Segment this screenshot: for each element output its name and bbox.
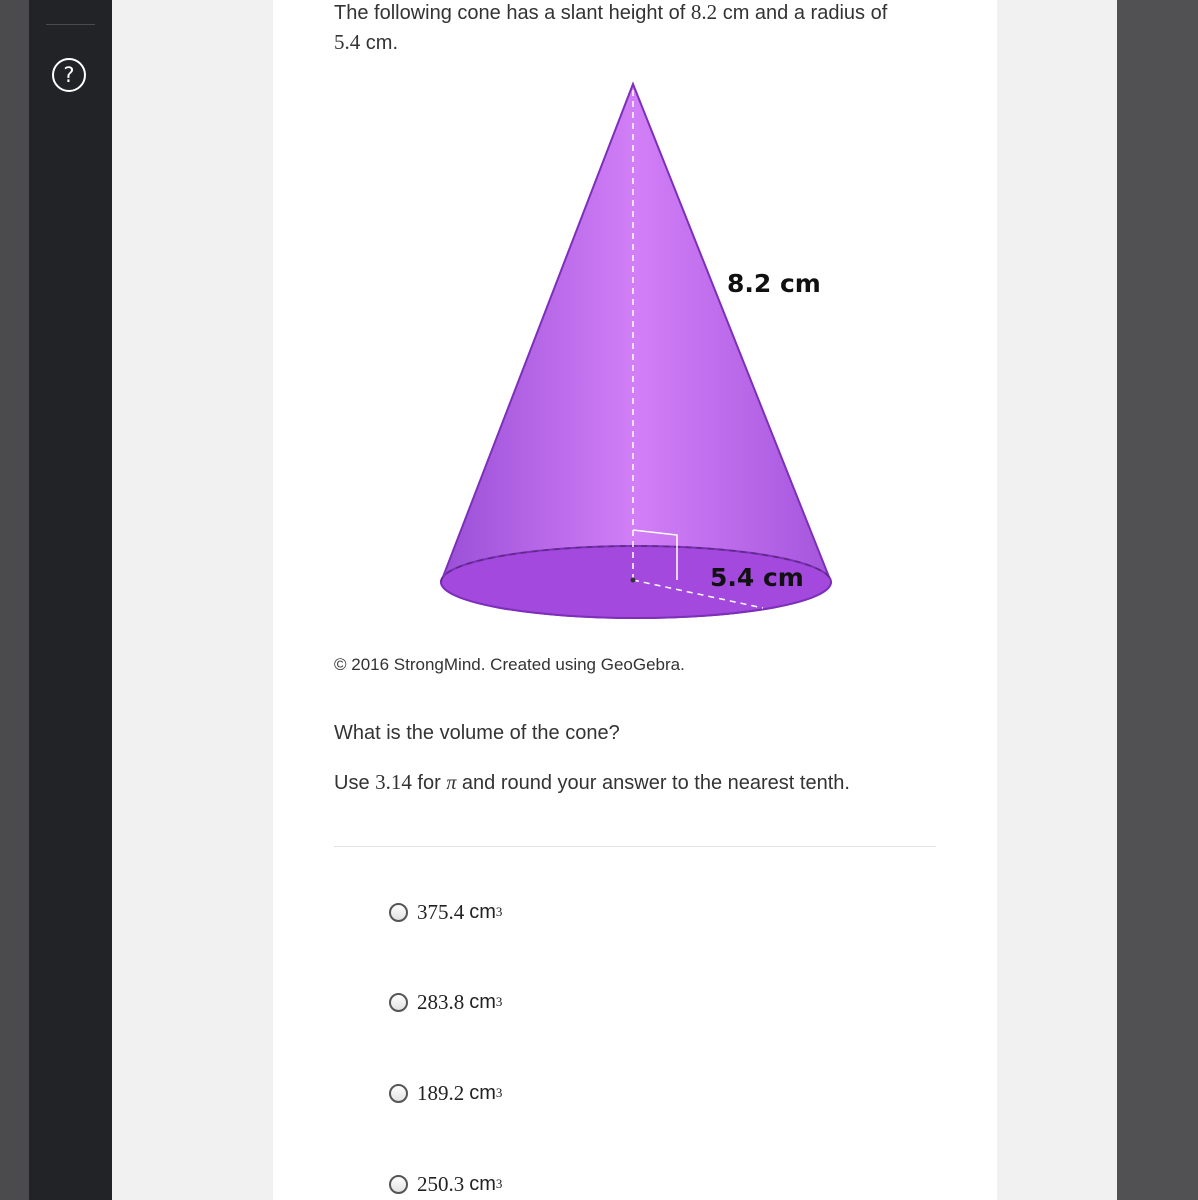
answer-option-a[interactable] xyxy=(389,897,502,927)
window-edge-left xyxy=(0,0,29,1200)
answer-value: 283.8 xyxy=(417,989,465,1014)
pi-symbol: π xyxy=(446,772,457,794)
radius-label: 5.4 cm xyxy=(710,563,804,592)
answer-value: 189.2 xyxy=(417,1080,465,1105)
radio-button[interactable] xyxy=(389,993,408,1012)
question-text xyxy=(334,0,934,58)
question-prompt: What is the volume of the cone? xyxy=(334,722,620,744)
answer-unit: cm xyxy=(469,900,496,923)
answer-unit: cm xyxy=(469,1081,496,1104)
slant-height-value: 8.2 xyxy=(690,0,718,24)
sidebar-divider xyxy=(46,24,95,25)
slant-height-label: 8.2 cm xyxy=(727,269,821,298)
sidebar xyxy=(29,0,112,1200)
cone-diagram xyxy=(433,78,833,626)
instruction-text-part: and round your answer to the nearest tenth. xyxy=(456,772,850,794)
section-divider xyxy=(334,846,936,847)
instruction-text-part: Use xyxy=(334,772,376,794)
answer-exponent: 3 xyxy=(495,994,503,1009)
answer-value: 375.4 xyxy=(417,899,465,924)
cone-base-center xyxy=(631,578,636,583)
help-icon[interactable]: ? xyxy=(52,58,86,92)
image-credit: © 2016 StrongMind. Created using GeoGebra. xyxy=(334,655,685,674)
answer-unit: cm xyxy=(469,990,496,1013)
pi-value: 3.14 xyxy=(375,770,412,794)
instruction-text-part: for xyxy=(411,772,447,794)
rounding-instruction xyxy=(334,770,850,795)
page-gutter-left xyxy=(112,0,273,1200)
window-edge-right xyxy=(1117,0,1198,1200)
answer-option-b[interactable] xyxy=(389,987,502,1017)
answer-option-c[interactable] xyxy=(389,1078,502,1108)
page-gutter-right xyxy=(997,0,1117,1200)
question-text-part: cm. xyxy=(360,32,399,54)
radio-button[interactable] xyxy=(389,903,408,922)
question-panel xyxy=(273,0,997,1200)
question-text-part: cm and a radius of xyxy=(717,2,888,24)
answer-exponent: 3 xyxy=(495,904,503,919)
answer-unit: cm xyxy=(469,1172,496,1195)
answer-option-d[interactable] xyxy=(389,1169,502,1199)
radio-button[interactable] xyxy=(389,1175,408,1194)
answer-exponent: 3 xyxy=(495,1176,503,1191)
answer-value: 250.3 xyxy=(417,1171,465,1196)
cone-lateral-surface xyxy=(441,84,831,618)
radio-button[interactable] xyxy=(389,1084,408,1103)
radius-value: 5.4 xyxy=(334,30,361,54)
answer-exponent: 3 xyxy=(495,1085,503,1100)
question-text-part: The following cone has a slant height of xyxy=(334,2,691,24)
